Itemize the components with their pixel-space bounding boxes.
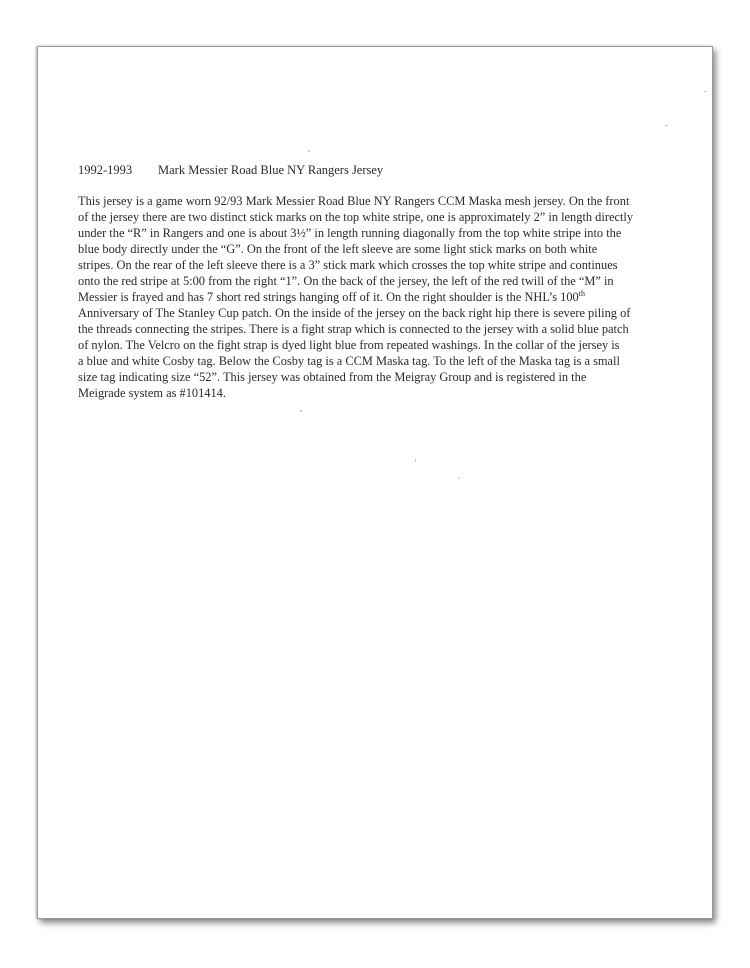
- body-line: a blue and white Cosby tag. Below the Cosby tag is a CCM Maska tag. To the left of the Maska tag is a small: [78, 354, 620, 368]
- body-line: Anniversary of The Stanley Cup patch. On the inside of the jersey on the back right hip there is severe piling of: [78, 306, 631, 320]
- body-line: This jersey is a game worn 92/93 Mark Messier Road Blue NY Rangers CCM Maska mesh jersey. On the front: [78, 194, 630, 208]
- scan-speck: [458, 477, 459, 479]
- body-line: blue body directly under the “G”. On the front of the left sleeve are some light stick marks on both white: [78, 242, 598, 256]
- superscript: th: [578, 288, 585, 298]
- body-line: the threads connecting the stripes. There is a fight strap which is connected to the jersey with a solid blue patch: [78, 322, 629, 336]
- body-line: Meigrade system as #101414.: [78, 386, 226, 400]
- document-heading: [78, 162, 383, 178]
- heading-year: 1992-1993: [78, 163, 133, 177]
- scan-speck: [665, 125, 668, 126]
- scan-speck: [300, 410, 302, 412]
- document-page: [37, 46, 713, 919]
- body-line: under the “R” in Rangers and one is about 3½” in length running diagonally from the top white stripe into the: [78, 226, 622, 240]
- body-line: stripes. On the rear of the left sleeve there is a 3” stick mark which crosses the top white stripe and continues: [78, 258, 618, 272]
- document-body: [78, 193, 678, 401]
- body-line: Messier is frayed and has 7 short red strings hanging off of it. On the right shoulder is the NHL’s 100th: [78, 288, 585, 304]
- scan-speck: [704, 91, 706, 92]
- scan-speck: [415, 459, 416, 462]
- body-line: of the jersey there are two distinct stick marks on the top white stripe, one is approximately 2” in length directly: [78, 210, 634, 224]
- heading-title: Mark Messier Road Blue NY Rangers Jersey: [158, 163, 384, 177]
- body-line: onto the red stripe at 5:00 from the right “1”. On the back of the jersey, the left of the red twill of the “M” in: [78, 274, 614, 288]
- body-line: of nylon. The Velcro on the fight strap is dyed light blue from repeated washings. In the collar of the jersey is: [78, 338, 620, 352]
- body-line: size tag indicating size “52”. This jersey was obtained from the Meigray Group and is registered in the: [78, 370, 587, 384]
- scan-speck: [308, 150, 310, 152]
